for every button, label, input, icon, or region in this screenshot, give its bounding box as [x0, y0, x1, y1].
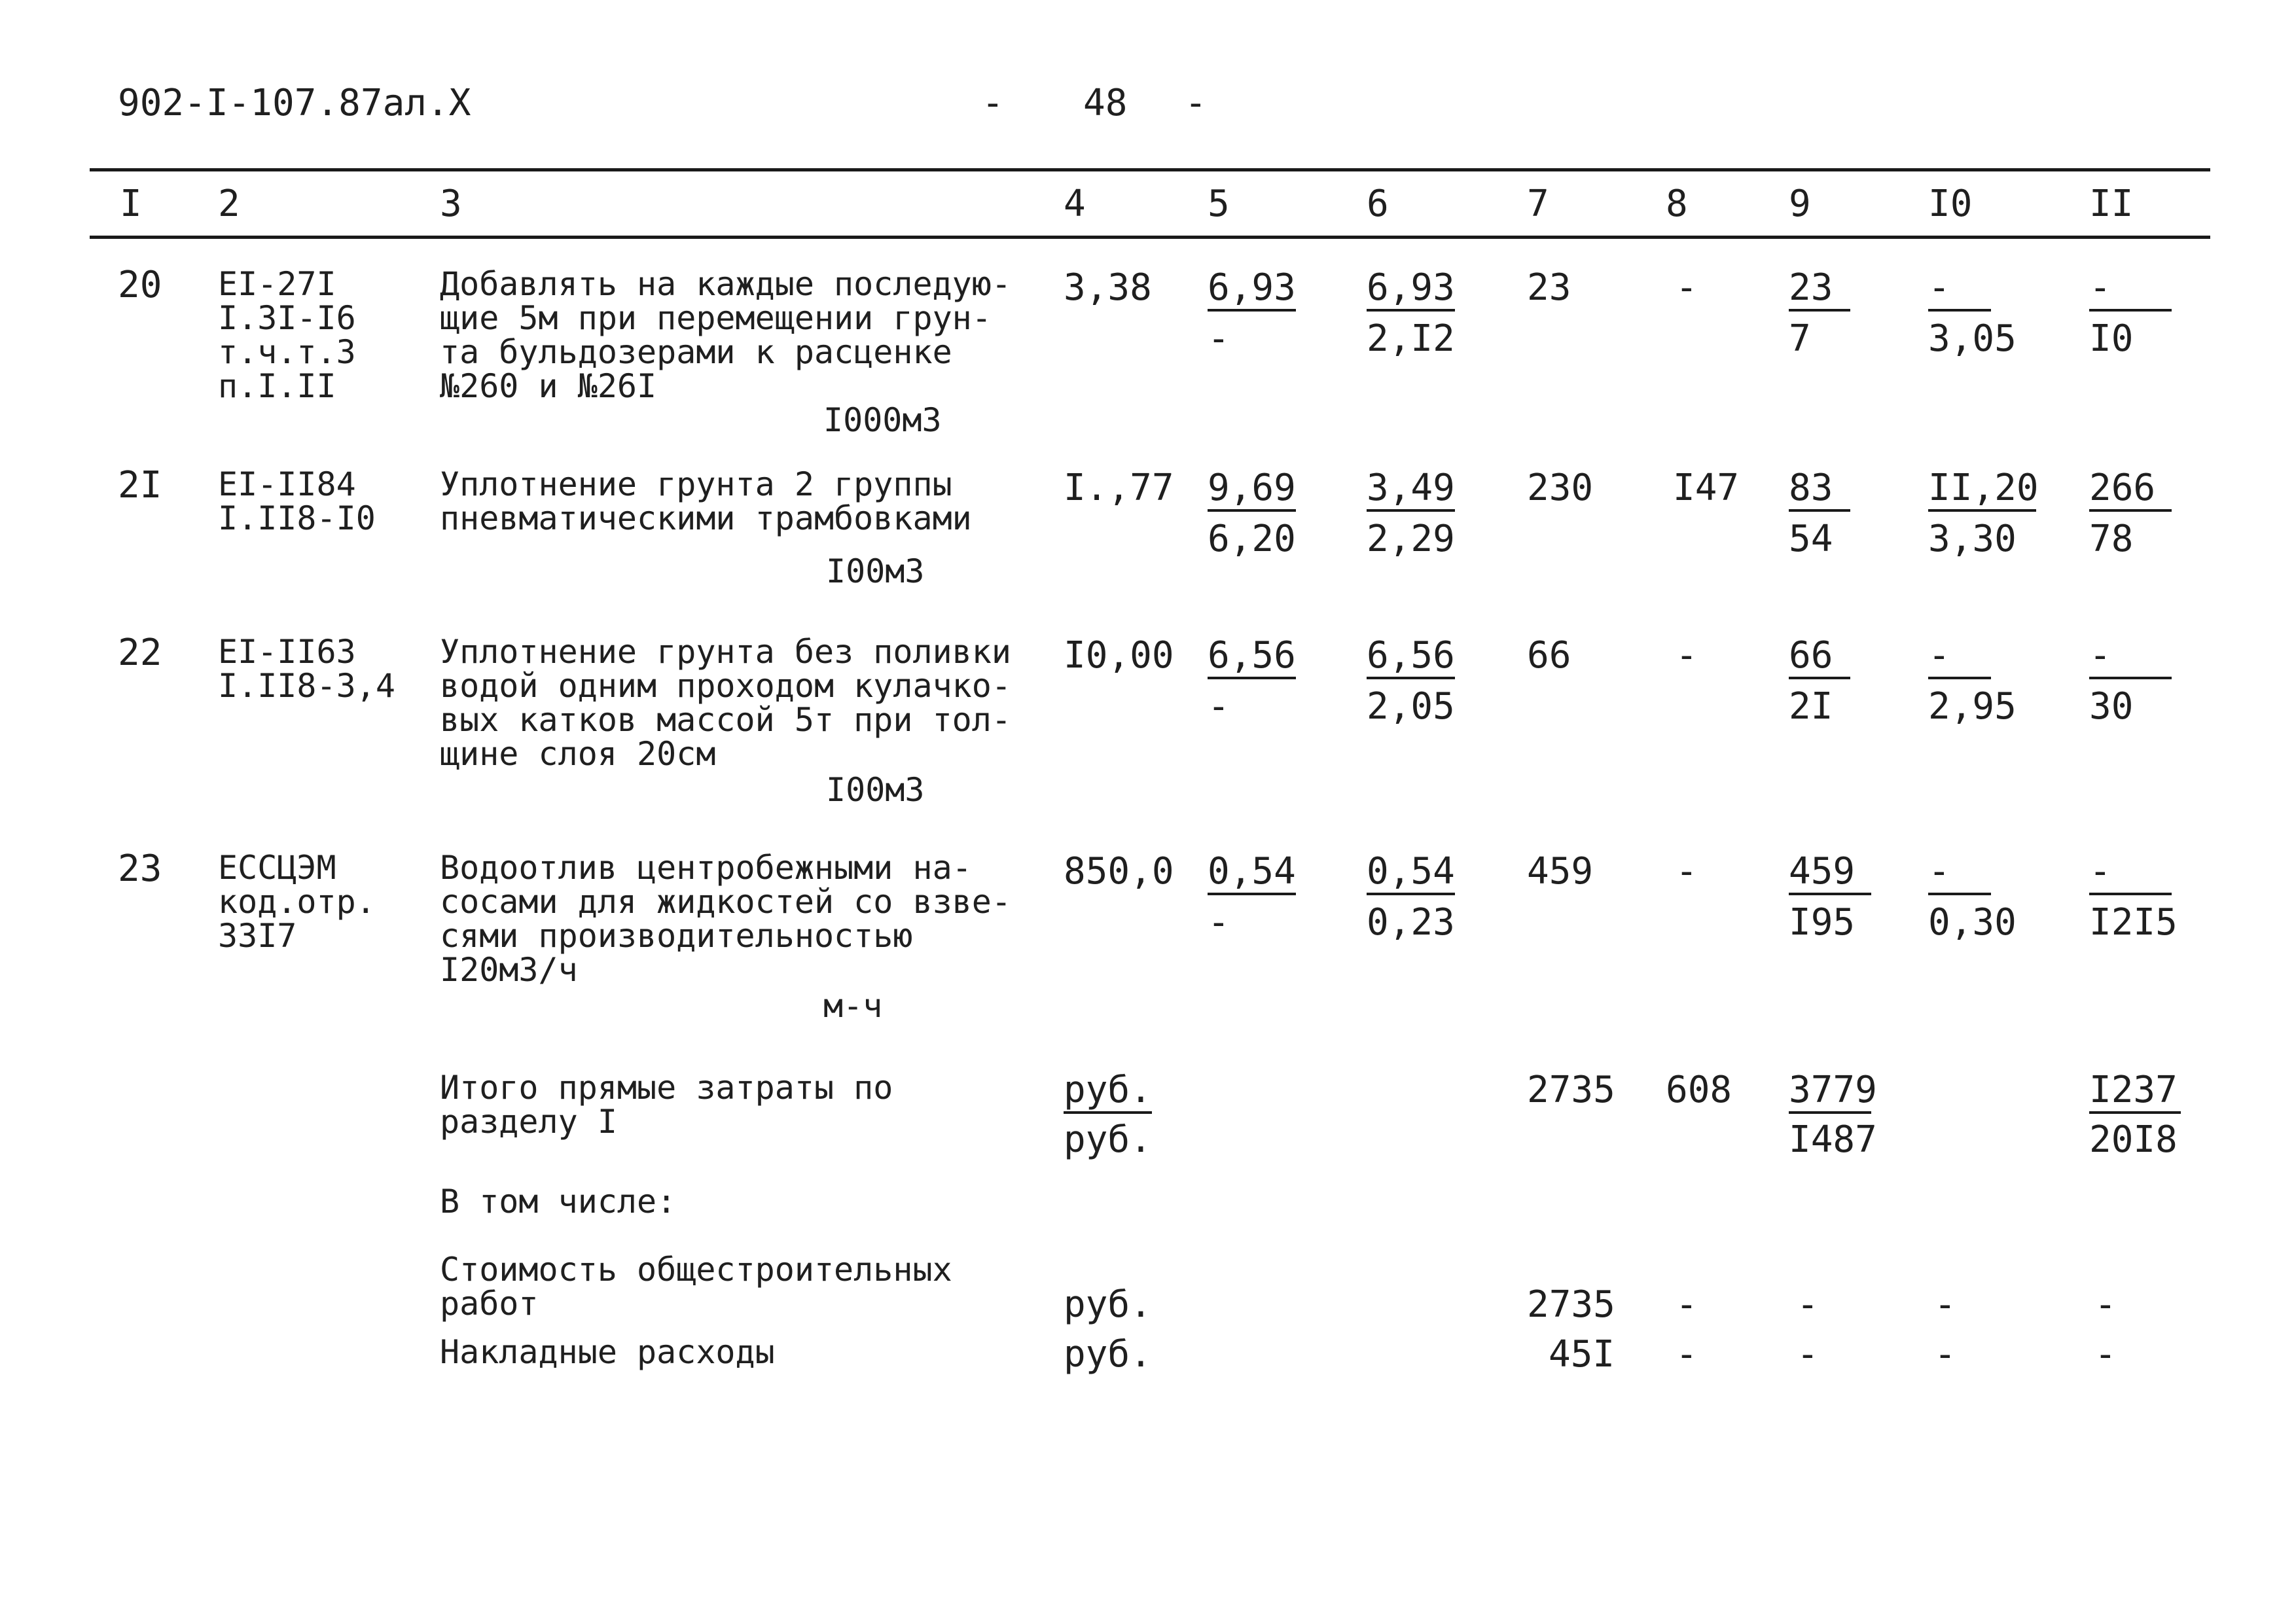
document-code: 902-I-107.87ал.X — [118, 82, 471, 124]
cell-col11-top: - — [2089, 637, 2172, 679]
overhead-col11: - — [2094, 1333, 2117, 1376]
row-unit: I000м3 — [823, 401, 942, 439]
general-col7: 2735 — [1527, 1283, 1615, 1326]
col-header-1: I — [120, 183, 142, 225]
cell-col9-top: 83 — [1789, 470, 1850, 512]
cell-col11-bottom: I2I5 — [2089, 901, 2178, 944]
row-unit: I00м3 — [826, 552, 925, 590]
cell-col7: 459 — [1527, 850, 1594, 893]
cell-col11-top: - — [2089, 853, 2172, 895]
col-header-8: 8 — [1666, 183, 1688, 225]
row-number: 2I — [118, 464, 162, 507]
row-number: 20 — [118, 264, 162, 306]
col-header-6: 6 — [1367, 183, 1389, 225]
row-number: 22 — [118, 632, 162, 674]
page-number: 48 — [1083, 82, 1128, 124]
general-unit: руб. — [1064, 1283, 1152, 1326]
cell-col6-bottom: 2,05 — [1367, 685, 1455, 728]
cell-col10-bottom: 3,05 — [1928, 317, 2017, 360]
col-header-11: II — [2089, 183, 2134, 225]
cell-col5-bottom: 6,20 — [1208, 518, 1296, 560]
cell-col8: - — [1676, 634, 1698, 677]
general-col8: - — [1676, 1283, 1698, 1326]
cell-col9-top: 66 — [1789, 637, 1850, 679]
cell-col5-bottom: - — [1208, 685, 1230, 728]
general-col9: - — [1797, 1283, 1819, 1326]
cell-col10-top: - — [1928, 637, 1991, 679]
total-col9-bottom: I487 — [1789, 1118, 1877, 1161]
cell-col8: - — [1676, 266, 1698, 309]
cell-col4: I0,00 — [1064, 634, 1174, 677]
col-header-7: 7 — [1527, 183, 1549, 225]
cell-col10-bottom: 0,30 — [1928, 901, 2017, 944]
row-description: Уплотнение грунта 2 группы пневматическими трамбовками — [440, 465, 972, 537]
cell-col6-bottom: 2,29 — [1367, 518, 1455, 560]
total-col8: 608 — [1666, 1069, 1732, 1111]
col-header-3: 3 — [440, 183, 462, 225]
including-label: В том числе: — [440, 1183, 677, 1221]
cell-col9-bottom: I95 — [1789, 901, 1856, 944]
cell-col10-top: - — [1928, 270, 1991, 312]
overhead-col10: - — [1934, 1333, 1956, 1376]
cell-col9-bottom: 54 — [1789, 518, 1833, 560]
total-description: Итого прямые затраты по разделу I — [440, 1069, 893, 1141]
cell-col9-top: 23 — [1789, 270, 1850, 312]
cell-col11-top: - — [2089, 270, 2172, 312]
total-unit-top: руб. — [1064, 1072, 1152, 1114]
cell-col10-top: II,20 — [1928, 470, 2036, 512]
cell-col9-top: 459 — [1789, 853, 1871, 895]
cell-col8: - — [1676, 850, 1698, 893]
cell-col6-top: 6,93 — [1367, 270, 1455, 312]
general-col11: - — [2094, 1283, 2117, 1326]
cell-col5-top: 9,69 — [1208, 470, 1296, 512]
row-description: Добавлять на каждые последую- щие 5м при перемещении грун- та бульдозерами к расценке №260 и №26I — [440, 265, 1011, 405]
overhead-description: Накладные расходы — [440, 1333, 775, 1371]
page-dash-left: - — [982, 82, 1004, 124]
col-header-10: I0 — [1928, 183, 1973, 225]
total-col9-top: 3779 — [1789, 1072, 1871, 1114]
cell-col8: I47 — [1673, 467, 1740, 509]
cell-col4: I.,77 — [1064, 467, 1174, 509]
cell-col10-bottom: 3,30 — [1928, 518, 2017, 560]
page-dash-right: - — [1185, 82, 1207, 124]
total-col11-top: I237 — [2089, 1072, 2181, 1114]
cell-col6-top: 6,56 — [1367, 637, 1455, 679]
cell-col5-bottom: - — [1208, 901, 1230, 944]
cell-col11-bottom: 78 — [2089, 518, 2134, 560]
table-top-rule — [90, 168, 2210, 171]
total-unit-bottom: руб. — [1064, 1118, 1152, 1161]
row-number: 23 — [118, 847, 162, 890]
cell-col5-top: 6,56 — [1208, 637, 1296, 679]
row-code: EI-27I I.3I-I6 т.ч.т.3 п.I.II — [218, 265, 356, 405]
cell-col9-bottom: 2I — [1789, 685, 1833, 728]
overhead-col9: - — [1797, 1333, 1819, 1376]
row-description: Водоотлив центробежными на- сосами для жидкостей со взве- сями производительностью I20м3/ч — [440, 849, 1011, 989]
total-col11-bottom: 20I8 — [2089, 1118, 2178, 1161]
cell-col6-top: 3,49 — [1367, 470, 1455, 512]
cell-col11-bottom: I0 — [2089, 317, 2134, 360]
general-description: Стоимость общестроительных работ — [440, 1251, 952, 1323]
cell-col5-bottom: - — [1208, 317, 1230, 360]
cell-col7: 230 — [1527, 467, 1594, 509]
row-code: EI-II84 I.II8-I0 — [218, 465, 376, 537]
total-col7: 2735 — [1527, 1069, 1615, 1111]
cell-col6-bottom: 0,23 — [1367, 901, 1455, 944]
row-code: EI-II63 I.II8-3,4 — [218, 633, 395, 705]
overhead-col7: 45I — [1549, 1333, 1615, 1376]
row-unit: I00м3 — [826, 771, 925, 809]
row-description: Уплотнение грунта без поливки водой одним проходом кулачко- вых катков массой 5т при тол- щине слоя 20см — [440, 633, 1011, 773]
overhead-unit: руб. — [1064, 1333, 1152, 1376]
cell-col4: 850,0 — [1064, 850, 1174, 893]
cell-col5-top: 6,93 — [1208, 270, 1296, 312]
cell-col9-bottom: 7 — [1789, 317, 1811, 360]
col-header-9: 9 — [1789, 183, 1811, 225]
cell-col7: 23 — [1527, 266, 1571, 309]
cell-col11-top: 266 — [2089, 470, 2172, 512]
row-code: ЕССЦЭМ код.отр. 33I7 — [218, 849, 376, 955]
general-col10: - — [1934, 1283, 1956, 1326]
cell-col10-bottom: 2,95 — [1928, 685, 2017, 728]
cell-col6-top: 0,54 — [1367, 853, 1455, 895]
cell-col7: 66 — [1527, 634, 1571, 677]
col-header-5: 5 — [1208, 183, 1230, 225]
table-header-rule — [90, 236, 2210, 239]
overhead-col8: - — [1676, 1333, 1698, 1376]
cell-col10-top: - — [1928, 853, 1991, 895]
cell-col5-top: 0,54 — [1208, 853, 1296, 895]
cell-col4: 3,38 — [1064, 266, 1152, 309]
cell-col6-bottom: 2,I2 — [1367, 317, 1455, 360]
col-header-2: 2 — [218, 183, 240, 225]
cell-col11-bottom: 30 — [2089, 685, 2134, 728]
row-unit: м-ч — [823, 987, 883, 1025]
col-header-4: 4 — [1064, 183, 1086, 225]
